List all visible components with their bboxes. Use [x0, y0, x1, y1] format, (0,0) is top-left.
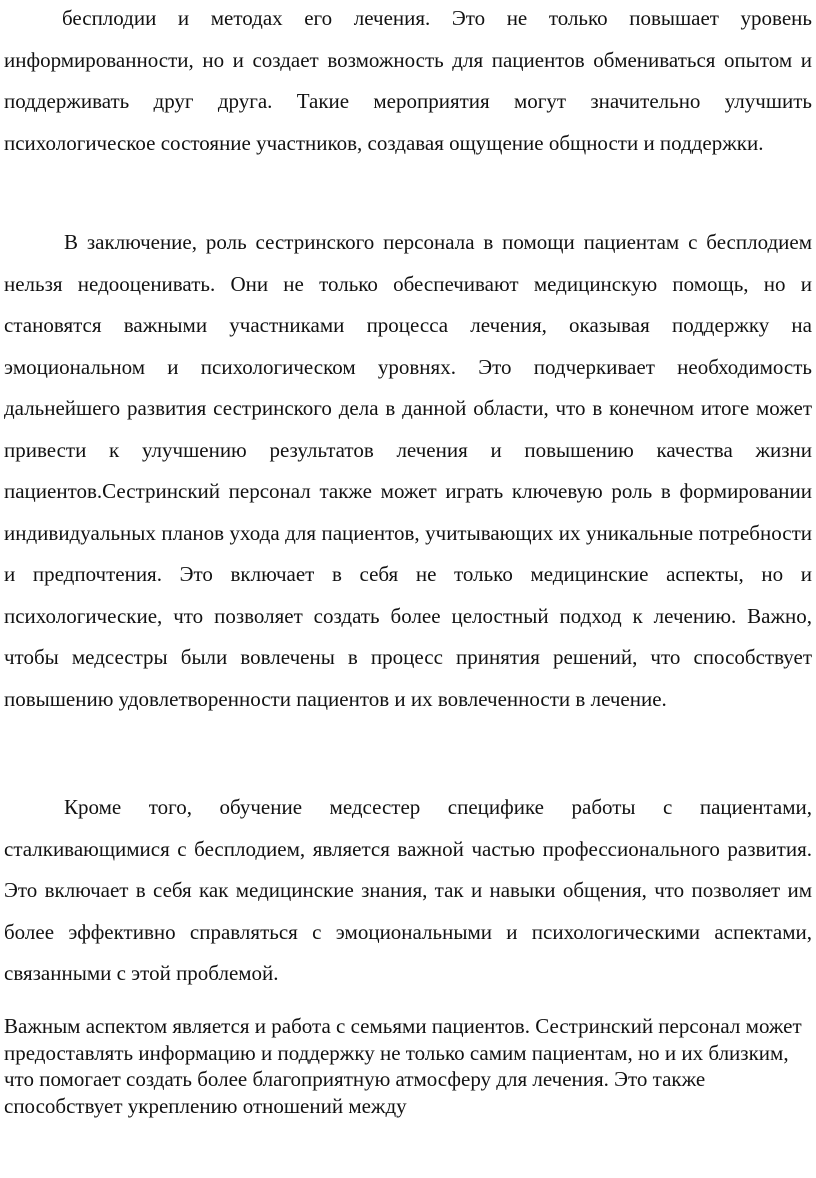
paragraph-3: Кроме того, обучение медсестер специфике работы с пациентами, сталкивающимися с бесплодием, является важной частью профессионального развития. Это включает в себя как медицинские знания, так и навыки общения, что позволяет им более эффективно справляться с эмоциональными и психологическими аспектами, связанными с этой проблемой. [4, 795, 812, 985]
paragraph-1: бесплодии и методах его лечения. Это не только повышает уровень информированности, но и создает возможность для пациентов обмениваться опытом и поддерживать друг друга. Такие мероприятия могут значительно улучшить психологическое состояние участников, создавая ощущение общности и поддержки. [4, 6, 812, 155]
paragraph-2: В заключение, роль сестринского персонала в помощи пациентам с бесплодием нельзя недооценивать. Они не только обеспечивают медицинскую помощь, но и становятся важными участниками процесса лечения, оказывая поддержку на эмоциональном и психологическом уровнях. Это подчеркивает необходимость дальнейшего развития сестринского дела в данной области, что в конечном итоге может привести к улучшению результатов лечения и повышению качества жизни пациентов.Сестринский персонал также может играть ключевую роль в формировании индивидуальных планов ухода для пациентов, учитывающих их уникальные потребности и предпочтения. Это включает в себя не только медицинские аспекты, но и психологические, что позволяет создать более целостный подход к лечению. Важно, чтобы медсестры были вовлечены в процесс принятия решений, что способствует повышению удовлетворенности пациентов и их вовлеченности в лечение. [4, 230, 812, 711]
paragraph-4: Важным аспектом является и работа с семьями пациентов. Сестринский персонал может предоставлять информацию и поддержку не только самим пациентам, но и их близким, что помогает создать более благоприятную атмосферу для лечения. Это также способствует укреплению отношений между [4, 1014, 802, 1118]
